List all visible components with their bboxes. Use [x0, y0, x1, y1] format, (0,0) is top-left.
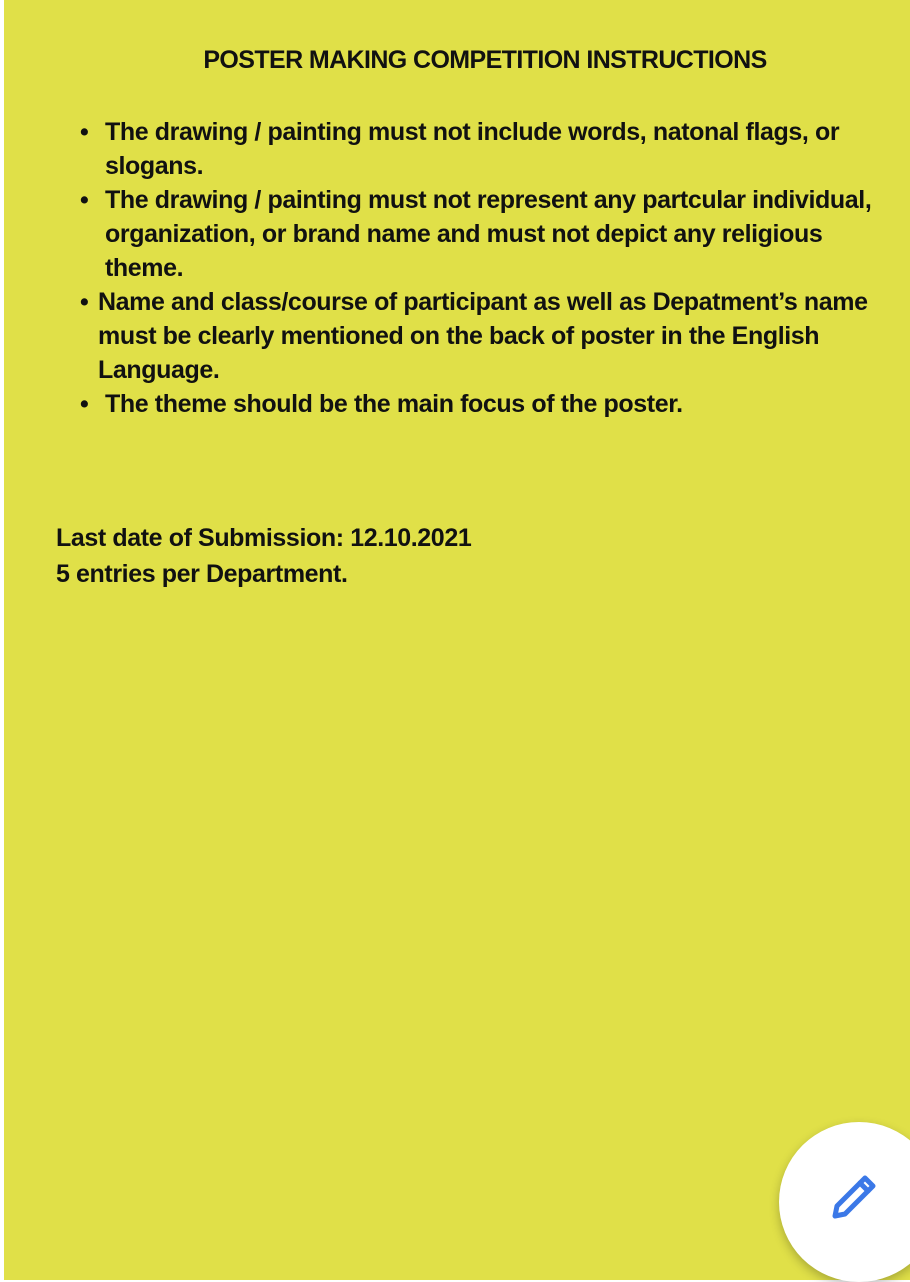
- list-item: [80, 285, 906, 387]
- list-item-text: The drawing / painting must not include words, natonal flags, or slogans.: [105, 118, 840, 180]
- list-item: [80, 387, 906, 421]
- entries-text: 5 entries per Department.: [56, 560, 348, 588]
- document-page: [4, 0, 910, 1280]
- bullet-icon: •: [80, 186, 89, 214]
- list-item-text: The theme should be the main focus of the poster.: [105, 390, 683, 418]
- pencil-icon: [827, 1168, 883, 1224]
- list-item: [80, 115, 906, 183]
- bullet-icon: •: [80, 118, 89, 146]
- submission-info: [56, 520, 471, 592]
- bullet-icon: •: [80, 390, 89, 418]
- page-title: POSTER MAKING COMPETITION INSTRUCTIONS: [203, 46, 767, 74]
- deadline-text: Last date of Submission: 12.10.2021: [56, 524, 472, 552]
- list-item-text: Name and class/course of participant as well as Depatment’s name must be clearly mentioned on the back of poster in the English Language.: [98, 288, 868, 384]
- list-item: [80, 183, 906, 285]
- bullet-icon: •: [80, 288, 89, 316]
- instructions-list: [80, 115, 906, 421]
- list-item-text: The drawing / painting must not represent any partcular individual, organization, or brand name and must not depict any religious theme.: [105, 186, 872, 282]
